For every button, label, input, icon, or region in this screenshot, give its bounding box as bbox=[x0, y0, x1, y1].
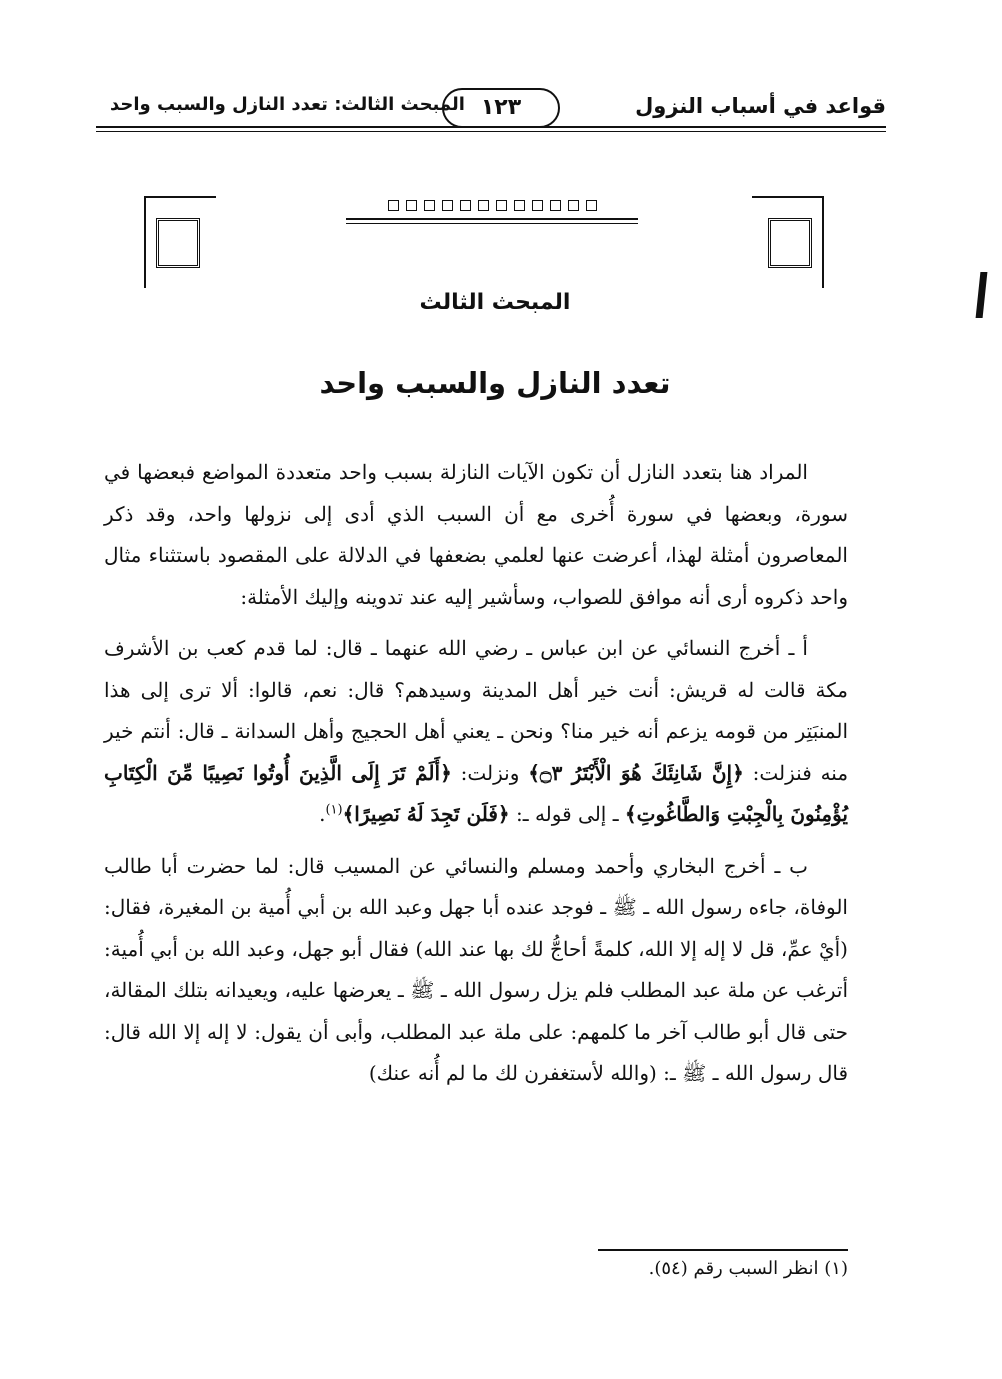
ornament-square bbox=[532, 200, 543, 211]
ornament-squares bbox=[346, 200, 638, 211]
ornament-square bbox=[406, 200, 417, 211]
header-rule bbox=[96, 126, 886, 128]
page-edge-mark bbox=[976, 272, 988, 318]
chapter-title: تعدد النازل والسبب واحد bbox=[319, 366, 671, 400]
ornament-square bbox=[586, 200, 597, 211]
running-section-title: المبحث الثالث: تعدد النازل والسبب واحد bbox=[110, 94, 465, 115]
ornament-square bbox=[478, 200, 489, 211]
section-heading: المبحث الثالث bbox=[419, 290, 571, 315]
ornament-rule bbox=[346, 218, 638, 220]
ornament-box bbox=[768, 218, 812, 268]
ornament-square bbox=[568, 200, 579, 211]
ornament-rule-thin bbox=[346, 223, 638, 224]
ornament-square bbox=[424, 200, 435, 211]
example-a-text: ـ إلى قوله ـ: bbox=[516, 802, 619, 826]
quran-verse: ﴿إِنَّ شَانِئَكَ هُوَ الْأَبْتَرُ ۝٣﴾ bbox=[528, 760, 744, 785]
ornament-square bbox=[550, 200, 561, 211]
footnote: (١) انظر السبب رقم (٥٤). bbox=[648, 1258, 848, 1279]
sentence-end: . bbox=[319, 802, 326, 826]
ornament-frame-left bbox=[144, 196, 216, 288]
ornament-square bbox=[496, 200, 507, 211]
paragraph-example-b: ب ـ أخرج البخاري وأحمد ومسلم والنسائي عن المسيب قال: لما حضرت أبا طالب الوفاة، جاءه رسول الله ـ ﷺ ـ فوجد عنده أبا جهل وعبد الله بن أبي أُمية بن المغيرة، فقال: (أيْ عمِّ، قل لا إله إلا الله، كلمةً أحاجُّ لك بها عند الله) فقال أبو جهل، وعبد الله بن أبي أُمية: أترغب عن ملة عبد المطلب فلم يزل رسول الله ـ ﷺ ـ يعرضها عليه، ويعيدانه بتلك المقالة، حتى قال أبو طالب آخر ما كلمهم: على ملة عبد المطلب، وأبى أن يقول: لا إله إلا الله قال: قال رسول الله ـ ﷺ ـ: (والله لأستغفرن لك ما لم أُنه عنك) bbox=[104, 853, 848, 1085]
example-a-text: أ ـ أخرج النسائي عن ابن عباس ـ رضي الله عنهما ـ قال: لما قدم كعب بن الأشرف مكة قالت له قريش: أنت خير أهل المدينة وسيدهم؟ قال: نعم، قالوا: ألا ترى إلى هذا المنبَتِر من قومه يزعم أنه خير منا؟ ونحن ـ يعني أهل الحجيج وأهل السدانة ـ قال: أنتم خير منه فنزلت: bbox=[104, 636, 849, 785]
ornament-square bbox=[442, 200, 453, 211]
ornament-square bbox=[460, 200, 471, 211]
header-rule-thin bbox=[96, 131, 886, 132]
example-a-text: ونزلت: bbox=[460, 760, 520, 785]
page-header bbox=[96, 88, 886, 132]
quran-verse: ﴿فَلَن تَجِدَ لَهُ نَصِيرًا﴾ bbox=[342, 802, 510, 826]
ornament-box bbox=[156, 218, 200, 268]
quran-verse: ﴿أَلَمْ تَرَ إِلَى الَّذِينَ أُوتُوا نَصِيبًا مِّنَ الْكِتَابِ يُؤْمِنُونَ بِالْجِبْتِ وَالطَّاغُوتِ﴾ bbox=[104, 760, 848, 826]
book-title: قواعد في أسباب النزول bbox=[635, 94, 886, 118]
ornament-square bbox=[514, 200, 525, 211]
ornament-frame-right bbox=[752, 196, 824, 288]
footnote-reference[interactable]: (١) bbox=[325, 802, 343, 818]
ornament-square bbox=[388, 200, 399, 211]
paragraph-intro: المراد هنا بتعدد النازل أن تكون الآيات النازلة بسبب واحد متعددة المواضع فبعضها في سورة، وبعضها في سورة أُخرى مع أن السبب الذي أدى إلى نزولها واحد، وقد ذكر المعاصرون أمثلة لهذا، أعرضت عنها لعلمي بضعفها في الدلالة على المقصود باستثناء مثال واحد ذكروه أرى أنه موافق للصواب، وسأشير إليه عند تدوينه وإليك الأمثلة: bbox=[104, 460, 848, 609]
paragraph-example-a bbox=[104, 628, 848, 836]
footnote-rule bbox=[598, 1249, 848, 1251]
body-text bbox=[104, 452, 848, 1105]
page-number: ١٢٣ bbox=[442, 88, 560, 128]
